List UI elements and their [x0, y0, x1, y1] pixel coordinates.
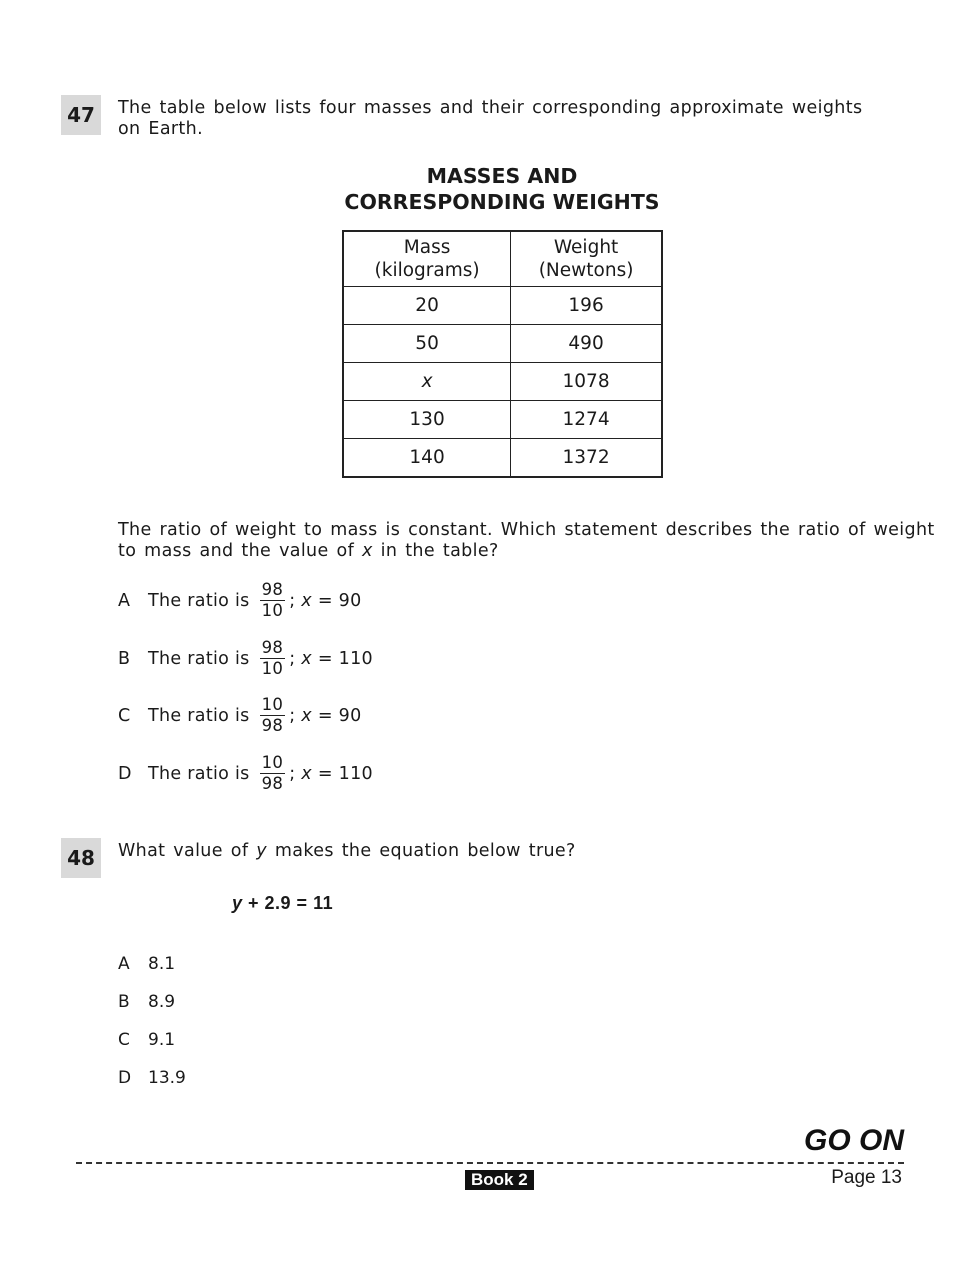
ratio-fraction [260, 753, 286, 794]
fraction-denominator: 10 [261, 659, 284, 678]
prompt-line: The ratio of weight to mass is constant. Which statement describes the ratio of weight [118, 520, 935, 540]
question-number-badge: 47 [61, 95, 101, 135]
mass-column-header [343, 231, 511, 287]
prompt-text: in the table? [372, 541, 499, 561]
answer-choice-b[interactable] [118, 992, 175, 1012]
weight-cell: 1274 [511, 401, 662, 439]
fraction-denominator: 10 [261, 601, 284, 620]
table-row [343, 287, 662, 325]
equation-variable: y [232, 893, 243, 913]
weight-column-header [511, 231, 662, 287]
choice-letter: A [118, 954, 130, 974]
prompt-line [118, 541, 935, 562]
choice-value: 8.1 [148, 954, 176, 974]
table-row [343, 325, 662, 363]
choice-variable: x [301, 705, 312, 726]
ratio-fraction [260, 695, 286, 736]
choice-variable: x [301, 763, 312, 784]
equation [232, 893, 333, 914]
stem-line: on Earth. [118, 119, 204, 139]
table-title-line: MASSES AND [426, 164, 578, 188]
fraction-numerator: 98 [261, 580, 284, 599]
mass-cell: x [343, 363, 511, 401]
answer-choice-d[interactable] [118, 753, 373, 794]
choice-variable: x [301, 648, 312, 669]
equation-text: + 2.9 = 11 [242, 893, 334, 913]
answer-choice-c[interactable] [118, 695, 362, 736]
choice-value: 13.9 [148, 1068, 186, 1088]
answer-choice-a[interactable] [118, 954, 175, 974]
choice-value: = 90 [317, 705, 362, 726]
ratio-fraction [260, 580, 286, 621]
mass-cell: 50 [343, 325, 511, 363]
choice-value: = 110 [317, 648, 373, 669]
choice-value: = 90 [317, 590, 362, 611]
fraction-numerator: 10 [261, 695, 284, 714]
answer-choice-b[interactable] [118, 638, 373, 679]
header-label: Weight [553, 237, 619, 258]
mass-cell: 140 [343, 439, 511, 478]
choice-letter: A [118, 590, 131, 611]
question-number-badge: 48 [61, 838, 101, 878]
choice-value: 9.1 [148, 1030, 176, 1050]
choice-separator: ; [289, 705, 296, 726]
header-label: Mass [403, 237, 451, 258]
question-stem [118, 98, 862, 140]
fraction-denominator: 98 [261, 774, 284, 793]
weight-cell: 490 [511, 325, 662, 363]
table-row [343, 401, 662, 439]
choice-variable: x [301, 590, 312, 611]
choice-text: The ratio is [148, 705, 250, 726]
table-title [330, 163, 674, 215]
answer-choice-d[interactable] [118, 1068, 186, 1088]
prompt-text: to mass and the value of [118, 541, 363, 561]
stem-text: makes the equation below true? [266, 841, 576, 861]
header-unit: (Newtons) [538, 260, 634, 281]
book-label: Book 2 [465, 1170, 534, 1190]
choice-letter: D [118, 763, 132, 784]
choice-separator: ; [289, 763, 296, 784]
choice-text: The ratio is [148, 590, 250, 611]
stem-text: What value of [118, 841, 257, 861]
choice-separator: ; [289, 648, 296, 669]
mass-weight-table [342, 230, 663, 478]
mass-cell: 130 [343, 401, 511, 439]
choice-text: The ratio is [148, 648, 250, 669]
table-row [343, 439, 662, 478]
choice-value: = 110 [317, 763, 373, 784]
choice-letter: D [118, 1068, 132, 1088]
table-title-line: CORRESPONDING WEIGHTS [344, 190, 660, 214]
weight-cell: 1078 [511, 363, 662, 401]
choice-letter: B [118, 992, 130, 1012]
weight-cell: 196 [511, 287, 662, 325]
fraction-numerator: 10 [261, 753, 284, 772]
ratio-fraction [260, 638, 286, 679]
question-stem [118, 841, 576, 862]
mass-cell: 20 [343, 287, 511, 325]
weight-cell: 1372 [511, 439, 662, 478]
stem-line: The table below lists four masses and their corresponding approximate weights [118, 98, 863, 118]
header-unit: (kilograms) [374, 260, 480, 281]
question-prompt [118, 520, 935, 562]
fraction-numerator: 98 [261, 638, 284, 657]
table-header-row [343, 231, 662, 287]
table-row [343, 363, 662, 401]
footer-divider [76, 1162, 904, 1164]
fraction-denominator: 98 [261, 716, 284, 735]
answer-choice-c[interactable] [118, 1030, 175, 1050]
prompt-variable: x [362, 541, 373, 561]
choice-letter: C [118, 705, 131, 726]
stem-variable: y [256, 841, 267, 861]
choice-letter: B [118, 648, 131, 669]
choice-letter: C [118, 1030, 130, 1050]
page-number: Page 13 [831, 1167, 902, 1188]
go-on-label: GO ON [803, 1124, 904, 1157]
choice-separator: ; [289, 590, 296, 611]
choice-value: 8.9 [148, 992, 176, 1012]
answer-choice-a[interactable] [118, 580, 362, 621]
choice-text: The ratio is [148, 763, 250, 784]
